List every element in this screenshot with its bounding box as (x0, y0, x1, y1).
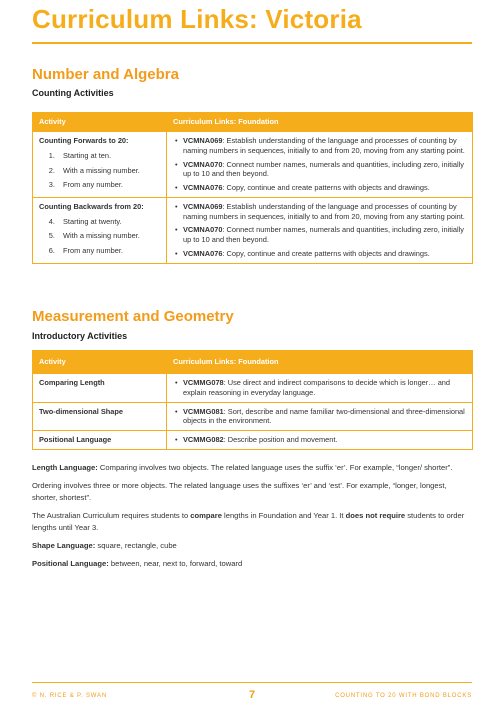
link-item (183, 136, 466, 156)
curriculum-code: VCMNA069 (183, 201, 223, 211)
curriculum-code: VCMMG078 (183, 378, 224, 387)
link-item (183, 160, 466, 180)
activity-steps (39, 151, 160, 190)
length-language-note (32, 462, 472, 473)
step-item: 4. Starting at twenty. (57, 217, 160, 227)
link-item (183, 407, 466, 427)
activity-steps (39, 217, 160, 256)
curriculum-text: : Establish understanding of the language and processes of counting by naming numbers in sequences, initially to and from 20, moving from any starting point. (183, 201, 465, 221)
curriculum-code: VCMNA069 (183, 136, 223, 145)
links-list (173, 136, 466, 193)
table-row (33, 402, 473, 431)
footer-rule (32, 682, 472, 683)
table-header-curriculum-links: Curriculum Links: Foundation (167, 351, 473, 374)
links-list (173, 378, 466, 398)
positional-language-note (32, 558, 472, 569)
page-title: Curriculum Links: Victoria (32, 4, 362, 34)
note-text: The Australian Curriculum requires students to (32, 511, 191, 521)
curriculum-text: : Copy, continue and create patterns with objects and drawings. (222, 183, 430, 193)
links-list (173, 202, 466, 259)
curriculum-text: : Connect number names, numerals and quantities, including zero, initially up to 10 and then beyond. (183, 159, 464, 179)
table-row (33, 132, 473, 198)
introductory-activities-table (32, 350, 473, 450)
links-cell (167, 197, 473, 263)
curriculum-text: : Use direct and indirect comparisons to decide which is longer… and explain reasoning in everyday language. (183, 378, 451, 397)
table-header-curriculum-links: Curriculum Links: Foundation (167, 113, 473, 132)
curriculum-text: : Sort, describe and name familiar two-dimensional and three-dimensional objects in the environment. (183, 406, 465, 426)
activity-cell (33, 132, 167, 198)
curriculum-code: VCMMG082 (183, 435, 224, 445)
shape-language-note (32, 540, 472, 551)
link-item (183, 249, 466, 259)
note-text: square, rectangle, cube (95, 540, 177, 550)
note-emphasis: compare (190, 511, 222, 521)
link-item (183, 225, 466, 245)
title-rule (32, 42, 472, 44)
note-text: lengths in Foundation and Year 1. It (221, 511, 346, 521)
footer-copyright: © N. RICE & P. SWAN (32, 693, 107, 699)
link-item (183, 183, 466, 193)
curriculum-text: : Establish understanding of the language and processes of counting by naming numbers in sequences, initially to and from 20, moving from any starting point. (183, 136, 465, 155)
note-text: students to order lengths until Year 3. (32, 511, 465, 532)
note-label: Shape Language: (32, 540, 96, 550)
ordering-note: Ordering involves three or more objects. The related language uses the suffixes ‘er’ and ‘est’. For example, “longer, longest, shorter, shortest”. (32, 481, 447, 502)
table-row (33, 374, 473, 403)
links-cell (167, 402, 473, 431)
note-text: Comparing involves two objects. The related language uses the suffix ‘er’. For example, “longer/ shorter”. (97, 463, 453, 472)
curriculum-code: VCMMG081 (183, 406, 224, 416)
page-number: 7 (248, 689, 256, 701)
step-item: 1. Starting at ten. (57, 151, 160, 161)
step-item: 2. With a missing number. (57, 166, 160, 176)
curriculum-text: : Connect number names, numerals and quantities, including zero, initially up to 10 and then beyond. (183, 225, 464, 245)
activity-title: Comparing Length (33, 374, 167, 403)
links-list (173, 435, 466, 445)
step-item: 3. From any number. (57, 180, 160, 190)
curriculum-note (32, 510, 472, 533)
curriculum-text: : Copy, continue and create patterns with objects and drawings. (222, 248, 430, 258)
step-item: 5. With a missing number. (57, 231, 160, 241)
note-label: Positional Language: (32, 559, 109, 569)
section-title-measurement-geometry: Measurement and Geometry (32, 308, 234, 325)
page-footer (0, 672, 504, 713)
curriculum-code: VCMNA076 (183, 248, 223, 258)
links-cell (167, 132, 473, 198)
link-item (183, 378, 466, 398)
section-title-number-algebra: Number and Algebra (32, 66, 179, 83)
subsection-counting-activities: Counting Activities (32, 88, 114, 98)
curriculum-text: : Describe position and movement. (223, 435, 338, 445)
curriculum-code: VCMNA070 (183, 225, 223, 235)
links-cell (167, 431, 473, 450)
table-header-activity: Activity (33, 351, 167, 374)
table-row (33, 197, 473, 263)
curriculum-code: VCMNA076 (183, 183, 223, 193)
curriculum-code: VCMNA070 (183, 159, 223, 169)
note-emphasis: does not require (345, 511, 406, 521)
activity-cell (33, 197, 167, 263)
counting-activities-table (32, 112, 473, 264)
link-item (183, 435, 466, 445)
activity-title: Counting Forwards to 20: (39, 136, 129, 145)
notes-block (32, 462, 472, 577)
links-list (173, 407, 466, 427)
activity-title: Two-dimensional Shape (33, 402, 167, 431)
table-row (33, 431, 473, 450)
subsection-introductory-activities: Introductory Activities (32, 331, 128, 341)
link-item (183, 202, 466, 222)
footer-book-title: COUNTING TO 20 WITH BOND BLOCKS (335, 693, 472, 699)
activity-title: Positional Language (33, 431, 167, 450)
note-text: between, near, next to, forward, toward (108, 559, 243, 569)
note-label: Length Language: (32, 463, 98, 472)
step-item: 6. From any number. (57, 246, 160, 256)
table-header-activity: Activity (33, 113, 167, 132)
activity-title: Counting Backwards from 20: (39, 201, 144, 211)
links-cell (167, 374, 473, 403)
